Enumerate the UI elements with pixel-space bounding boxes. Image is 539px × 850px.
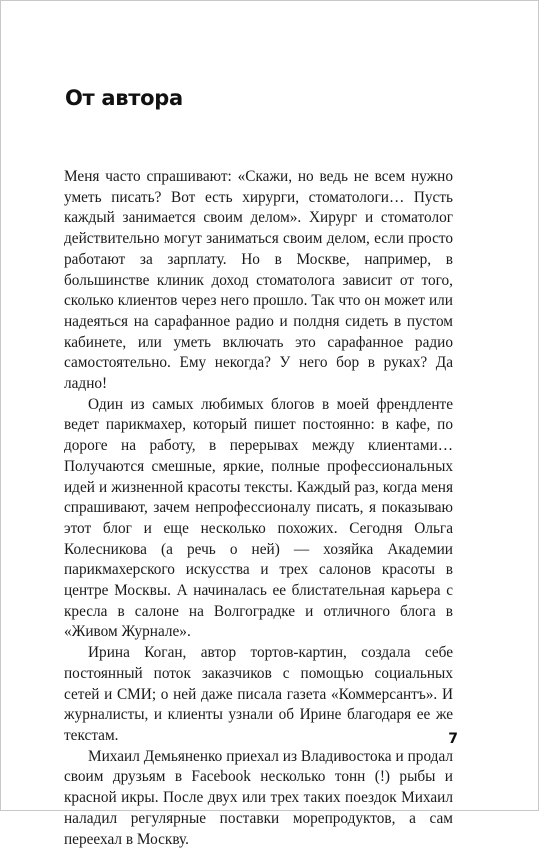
paragraph: Ирина Коган, автор тортов-картин, создала себе постоянный поток заказчиков с помощью социальных сетей и СМИ; о ней даже писала газета «Коммерсантъ». И журналисты, и клиенты узнали об Ирине благодаря ее же текстам. bbox=[64, 644, 453, 744]
paragraph: Меня часто спрашивают: «Скажи, но ведь не всем нужно уметь писать? Вот есть хирурги, стоматологи… Пусть каждый занимается своим делом». Хирург и стоматолог действительно могут заниматься своим делом, если просто работают за зарплату. Но в Москве, например, в большинстве клиник доход стоматолога зависит от того, сколько клиентов через него прошло. Так что он может или надеяться на сарафанное радио и полдня сидеть в пустом кабинете, или уметь включать это сарафанное радио самостоятельно. Ему некогда? У него бор в руках? Да ладно! bbox=[64, 168, 453, 393]
paragraph: Михаил Демьяненко приехал из Владивостока и продал своим друзьям в Facebook несколько тонн (!) рыбы и красной икры. После двух или трех таких поездок Михаил наладил регулярные поставки морепродуктов, а сам переехал в Москву. bbox=[64, 747, 453, 848]
body-text bbox=[64, 167, 453, 850]
paragraph: Один из самых любимых блогов в моей френдленте ведет парикмахер, который пишет постоянно: в кафе, по дороге на работу, в перерывах между клиентами… Получаются смешные, яркие, полные профессиональных идей и жизненной красоты тексты. Каждый раз, когда меня спрашивают, зачем непрофессионалу писать, я показываю этот блог и еще несколько похожих. Сегодня Ольга Колесникова (а речь о ней) — хозяйка Академии парикмахерского искусства и трех салонов красоты в центре Москвы. А начиналась ее блистательная карьера с кресла в салоне на Волгоградке и отличного блога в «Живом Журнале». bbox=[64, 395, 453, 641]
page-number: 7 bbox=[448, 731, 458, 747]
chapter-title: От автора bbox=[65, 86, 183, 110]
